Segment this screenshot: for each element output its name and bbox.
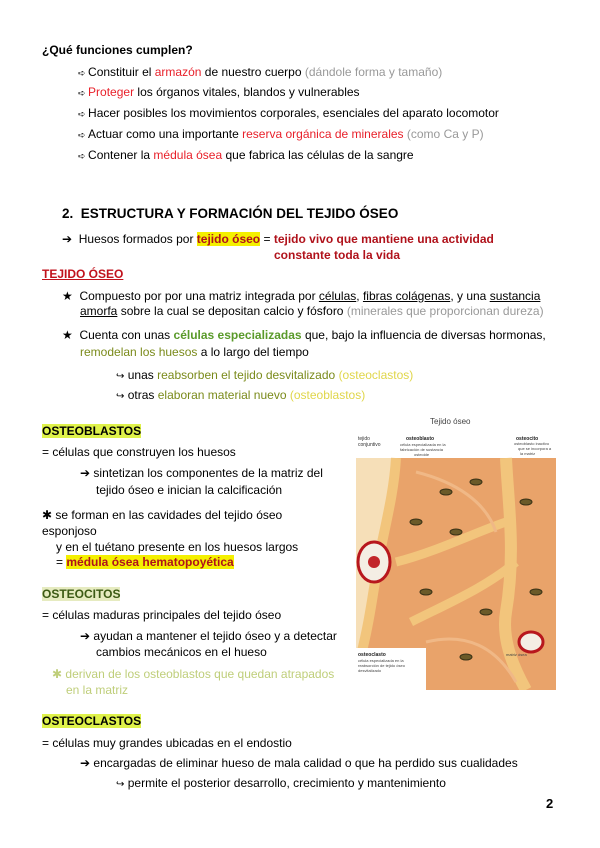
tejido-bullet-1: [62, 289, 540, 303]
label-conjuntivo: conjuntivo: [358, 442, 381, 448]
function-item: [78, 65, 442, 79]
b1-e: sobre la cual se depositan calcio y fósforo: [117, 304, 347, 318]
osteoclastos-arrow1: [80, 756, 518, 770]
oc-s1: derivan de los osteoblastos que quedan atrapados: [65, 667, 335, 681]
section-title: ESTRUCTURA Y FORMACIÓN DEL TEJIDO ÓSEO: [80, 206, 399, 221]
b1-note: (minerales que proporcionan dureza): [346, 304, 544, 318]
function-item: [78, 85, 360, 99]
s1-y: (osteoclastos): [338, 368, 414, 382]
curved-arrow-icon: ↪: [116, 779, 125, 790]
s2-a: otras: [127, 388, 158, 402]
b2-c: a lo largo del tiempo: [197, 345, 309, 359]
curved-arrow-icon: ↪: [116, 391, 125, 402]
function-hl: Proteger: [88, 85, 135, 99]
osteocitos-star2: en la matriz: [66, 683, 129, 697]
function-note: (como Ca y P): [406, 127, 484, 141]
arrow-icon: ➔: [80, 466, 91, 480]
huesos-hl: tejido óseo: [196, 232, 261, 246]
function-item: [78, 127, 484, 141]
tejido-sub-2: [116, 388, 365, 402]
label-osteoclasto: osteoclasto: [358, 652, 386, 658]
osteocitos-star1: [52, 667, 334, 681]
s2-o: elaboran material nuevo: [157, 388, 287, 402]
function-item: [78, 148, 414, 162]
ob-s1: se forman en las cavidades del tejido óseo: [55, 508, 283, 522]
function-post: de nuestro cuerpo: [201, 65, 305, 79]
s1-a: unas: [127, 368, 158, 382]
ocl-sub: permite el posterior desarrollo, crecimiento y mantenimiento: [127, 776, 446, 790]
osteocitos-def: = células maduras principales del tejido óseo: [42, 608, 282, 622]
osteoblastos-medula: [56, 555, 234, 569]
arrow-icon: ➪: [78, 88, 89, 98]
label-oc-1: osteoblasto inactivo: [514, 441, 550, 446]
tejido-bullet-1b: [80, 304, 544, 318]
b1-u4: amorfa: [80, 304, 118, 318]
function-pre: Actuar como una importante: [88, 127, 243, 141]
s1-o: reabsorben el tejido desvitalizado: [157, 368, 336, 382]
b2-a: Cuenta con unas: [79, 328, 174, 342]
function-pre: Constituir el: [88, 65, 155, 79]
label-matriz: matriz ósea: [506, 652, 527, 657]
b2-b: que, bajo la influencia de diversas hormonas,: [301, 328, 546, 342]
osteoblastos-def: = células que construyen los huesos: [42, 445, 236, 459]
label-ocl-1: célula especializada en la: [358, 658, 404, 663]
s2-y: (osteoblastos): [289, 388, 366, 402]
b2-g: células especializadas: [173, 328, 302, 342]
asterisk-icon: ✱: [42, 508, 53, 522]
osteoclastos-title: OSTEOCLASTOS: [42, 714, 142, 728]
tejido-bullet-2b: [80, 345, 309, 359]
figure-title: Tejido óseo: [430, 417, 471, 426]
ob-eq: =: [56, 555, 67, 569]
section-number: 2.: [62, 206, 74, 221]
function-pre: Contener la: [88, 148, 154, 162]
huesos-pre: Huesos formados por: [78, 232, 197, 246]
osteoblastos-star3: y en el tuétano presente en los huesos largos: [56, 540, 299, 554]
label-osteoblasto: osteoblasto: [406, 436, 435, 442]
huesos-eq: =: [260, 232, 274, 246]
arrow-icon: ➔: [80, 629, 91, 643]
b2-o: remodelan los huesos: [80, 345, 198, 359]
label-ob-2: fabricación de sustancia: [400, 447, 443, 452]
function-note: (dándole forma y tamaño): [304, 65, 443, 79]
label-ob-3: osteoide: [414, 452, 430, 457]
functions-heading: ¿Qué funciones cumplen?: [42, 43, 193, 57]
function-hl: armazón: [154, 65, 202, 79]
b1-d: , y una: [450, 289, 490, 303]
b1-u1: células: [318, 289, 357, 303]
b1-u3: sustancia: [489, 289, 541, 303]
tejido-sub-1: [116, 368, 413, 382]
osteoblastos-star1: [42, 508, 282, 522]
function-post: los órganos vitales, blandos y vulnerables: [134, 85, 360, 99]
curved-arrow-icon: ↪: [116, 371, 125, 382]
arrow-icon: ➔: [80, 756, 91, 770]
label-tejido: tejido: [358, 436, 370, 442]
section-heading: [62, 206, 398, 221]
arrow-icon: ➪: [78, 68, 89, 78]
huesos-def2: constante toda la vida: [274, 248, 401, 262]
tejido-title: TEJIDO ÓSEO: [42, 267, 124, 281]
function-hl: médula ósea: [153, 148, 223, 162]
ocl-a1: encargadas de eliminar hueso de mala calidad o que ha perdido sus cualidades: [93, 756, 518, 770]
function-hl: reserva orgánica de minerales: [242, 127, 404, 141]
star-icon: ★: [62, 328, 73, 342]
b1-u2: fibras colágenas: [362, 289, 451, 303]
function-item: [78, 106, 499, 120]
huesos-line: [62, 232, 494, 246]
b1-a: Compuesto por por una matriz integrada por: [79, 289, 319, 303]
osteoblastos-arrow2: tejido óseo e inician la calcificación: [96, 483, 283, 497]
osteoblastos-arrow1: [80, 466, 323, 480]
star-icon: ★: [62, 289, 73, 303]
arrow-icon: ➪: [78, 151, 89, 161]
osteoclastos-sub: [116, 776, 446, 790]
page-number: 2: [546, 796, 554, 811]
bone-tissue-figure: [356, 412, 556, 690]
ob-med: médula ósea hematopoyética: [66, 555, 234, 569]
tejido-bullet-2: [62, 328, 546, 342]
label-ocl-3: desvitalizado: [358, 668, 382, 673]
function-pre: Hacer posibles los movimientos corporales, esenciales del aparato locomotor: [88, 106, 499, 120]
bone-tissue-illustration: [356, 412, 556, 690]
osteocitos-title: OSTEOCITOS: [42, 587, 121, 601]
ob-a1: sintetizan los componentes de la matriz del: [93, 466, 323, 480]
osteoclastos-def: = células muy grandes ubicadas en el endostio: [42, 736, 292, 750]
arrow-icon: ➔: [62, 232, 73, 246]
arrow-icon: ➪: [78, 109, 89, 119]
label-oc-2: que se incorpora a: [518, 446, 552, 451]
osteocitos-arrow1: [80, 629, 337, 643]
label-ocl-2: reabsorción de tejido óseo: [358, 663, 405, 668]
osteoblastos-title: OSTEOBLASTOS: [42, 424, 142, 438]
osteocitos-arrow2: cambios mecánicos en el hueso: [96, 645, 267, 659]
label-oc-3: la matriz: [520, 451, 536, 456]
huesos-def1: tejido vivo que mantiene una actividad: [273, 232, 494, 246]
oc-a1: ayudan a mantener el tejido óseo y a detectar: [93, 629, 337, 643]
arrow-icon: ➪: [78, 130, 89, 140]
b1-c: ,: [356, 289, 363, 303]
label-ob-1: célula especializada en la: [400, 442, 446, 447]
label-osteocito: osteocito: [516, 436, 539, 442]
osteoblastos-star2: esponjoso: [42, 524, 97, 538]
asterisk-icon: ✱: [52, 667, 63, 681]
function-post: que fabrica las células de la sangre: [222, 148, 414, 162]
